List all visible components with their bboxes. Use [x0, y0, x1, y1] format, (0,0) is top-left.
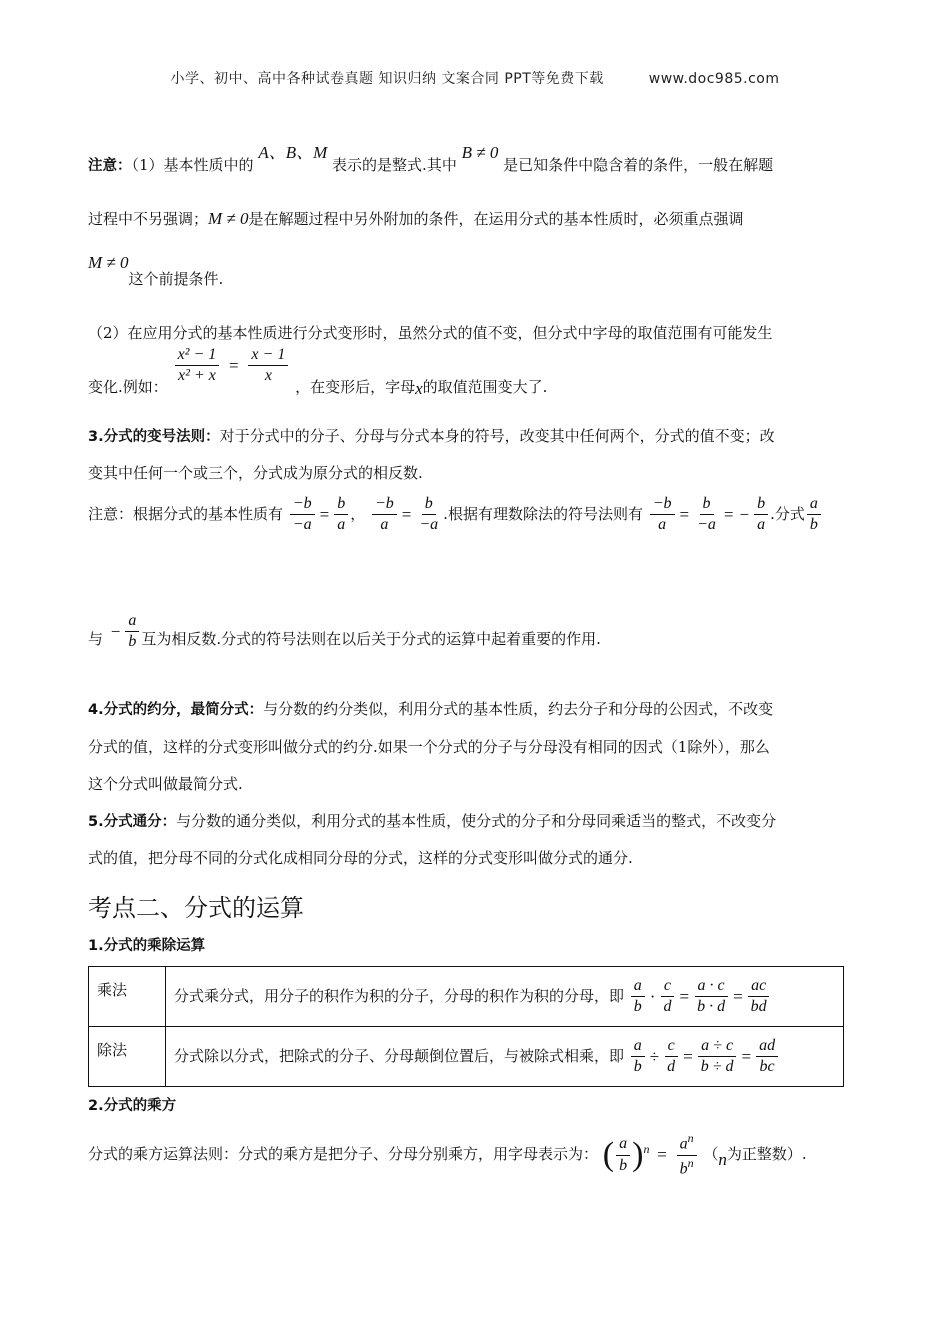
operations-table [88, 966, 844, 1087]
math-m-ne-0: M ≠ 0 [208, 209, 249, 228]
note1-line1 [88, 143, 866, 175]
fraction-b-over-neg-a: $\frac{b}{-a}$ [419, 495, 439, 534]
note1-text6: 这个前提条件. [128, 270, 224, 288]
rule4-text3: 这个分式叫做最简分式. [88, 775, 243, 793]
rule4-line2 [88, 736, 866, 757]
note1-line2 [88, 208, 866, 229]
rule3-note3: .分式 [770, 504, 805, 523]
rule3-line1 [88, 425, 866, 446]
rule3-note1: 注意：根据分式的基本性质有 [88, 504, 284, 523]
note2-line1 [88, 322, 866, 343]
power-rule-tail: 为正整数）. [726, 1145, 807, 1164]
sub-heading-2: 2.分式的乘方 [88, 1098, 177, 1114]
rule3-note4: 互为相反数.分式的符号法则在以后关于分式的运算中起着重要的作用. [141, 629, 601, 648]
rule5-line1 [88, 810, 866, 831]
math-x: x [415, 378, 423, 398]
math-n: n [718, 1150, 727, 1170]
note1-text: （1）基本性质中的 [131, 156, 254, 174]
frac-a-over-b-power: $\frac{a}{b}$ [616, 1135, 630, 1175]
fraction-b-over-neg-a-2: $\frac{b}{-a}$ [697, 495, 716, 534]
fraction-x-1-over-x: $\frac{x - 1}{x}$ [248, 346, 288, 386]
fraction-x2-1-over-x2-x: $\frac{\text{x² − 1}}{\text{x² + x}}$ [175, 346, 220, 386]
note1-text2: 表示的是整式.其中 [332, 156, 457, 174]
rule3-label: 3.分式的变号法则： [88, 429, 220, 445]
power-rule-text: 分式的乘方运算法则：分式的乘方是把分子、分母分别乘方，用字母表示为： [88, 1145, 599, 1164]
section-heading: 考点二、分式的运算 [88, 894, 304, 922]
rule4-label: 4.分式的约分，最简分式： [88, 702, 264, 718]
note1-line3 [88, 253, 866, 288]
rule5-line2 [88, 847, 866, 868]
rule3-line4: 与 − $\frac{a}{b}$ 互为相反数.分式的符号法则在以后关于分式的运算中起着重要的作用. [88, 612, 601, 651]
math-m-ne-0-b: M ≠ 0 [88, 253, 129, 272]
page-header [0, 68, 950, 88]
frac-an-over-bn: $\frac{a^n}{b^n}$ [677, 1132, 697, 1178]
math-b-ne-0: B ≠ 0 [461, 143, 499, 162]
rule3-text2: 变其中任何一个或三个，分式成为原分式的相反数. [88, 464, 423, 482]
frac-a-b: $\frac{a}{b}$ [631, 977, 645, 1017]
frac-result: $\frac{ac}{bd}$ [748, 977, 770, 1017]
header-text: 小学、初中、高中各种试卷真题 知识归纳 文案合同 PPT等免费下载 [170, 71, 604, 87]
rule4-text1: 与分数的约分类似，利用分式的基本性质，约去分子和分母的公因式，不改变 [263, 700, 774, 718]
note1-text3: 是已知条件中隐含着的条件，一般在解题 [503, 156, 774, 174]
note2-text3: ，在变形后，字母 [295, 377, 416, 396]
note1-text4: 过程中不另强调； [88, 210, 209, 228]
frac-c-d: $\frac{c}{d}$ [664, 1037, 678, 1077]
row-rule: 分式乘分式，用分子的积作为积的分子，分母的积作为积的分母，即 $\frac{a}{b}$ · $\frac{c}{d}$ = $\frac{a \cdot c}{b \cdot d}$ = $\frac{ac}{bd}$ [166, 967, 844, 1027]
fraction-b-over-a: $\frac{b}{a}$ [334, 495, 348, 535]
note1-text5: 是在解题过程中另外附加的条件，在运用分式的基本性质时，必须重点强调 [248, 210, 744, 228]
fraction-a-over-b: $\frac{a}{b}$ [807, 495, 821, 535]
frac-c-d: $\frac{c}{d}$ [660, 977, 674, 1017]
table-row [89, 967, 844, 1027]
rule5-text1: 与分数的通分类似，利用分式的基本性质，使分式的分子和分母同乘适当的整式，不改变分 [176, 812, 777, 830]
note2-text1: （2）在应用分式的基本性质进行分式变形时，虽然分式的值不变，但分式中字母的取值范围有可能发生 [88, 324, 773, 342]
rule3-note2: .根据有理数除法的符号法则有 [443, 504, 643, 523]
header-url[interactable]: www.doc985.com [648, 71, 780, 87]
rule5-text2: 式的值，把分母不同的分式化成相同分母的分式，这样的分式变形叫做分式的通分. [88, 849, 633, 867]
rule3-yu: 与 [88, 629, 104, 648]
rule3-text1: 对于分式中的分子、分母与分式本身的符号，改变其中任何两个，分式的值不变；改 [219, 427, 775, 445]
row-label: 除法 [89, 1027, 166, 1087]
frac-quotient: $\frac{a \div c}{b \div d}$ [698, 1037, 737, 1077]
fraction-neg-b-over-a: $\frac{-b}{a}$ [372, 495, 397, 535]
note2-text2: 变化.例如： [88, 377, 168, 396]
fraction-neg-b-over-neg-a: $\frac{-b}{-a}$ [290, 495, 315, 535]
frac-product: $\frac{a \cdot c}{b \cdot d}$ [694, 977, 728, 1017]
note-label: 注意： [88, 158, 132, 174]
sub-heading-1: 1.分式的乘除运算 [88, 938, 206, 954]
rule3-line2 [88, 462, 866, 483]
rule4-line1 [88, 698, 866, 719]
frac-result: $\frac{ad}{bc}$ [756, 1037, 778, 1077]
note2-text4: 的取值范围变大了. [422, 377, 548, 396]
frac-a-b: $\frac{a}{b}$ [631, 1037, 645, 1077]
fraction-a-over-b-neg: $\frac{a}{b}$ [125, 612, 139, 652]
row-label: 乘法 [89, 967, 166, 1027]
rule4-line3 [88, 773, 866, 794]
rule5-label: 5.分式通分： [88, 814, 177, 830]
power-rule-line: 分式的乘方运算法则：分式的乘方是把分子、分母分别乘方，用字母表示为： ( $\frac{a}{b}$ )$^n$ = $\frac{a^n}{b^n}$ （n为正整数）. [88, 1131, 807, 1178]
rule4-text2: 分式的值，这样的分式变形叫做分式的约分.如果一个分式的分子与分母没有相同的因式（1除外），那么 [88, 738, 770, 756]
rule3-line3: 注意：根据分式的基本性质有 $\frac{-b}{-a}$ = $\frac{b}{a}$ ， $\frac{-b}{a}$ = $\frac{b}{-a}$ .根据有理数除法的符号法则有 $\frac{-b}{a}$ = $\frac{b}{-a}$ = − $\frac{b}{a}$ .分式 $\frac{a}{b}$ [88, 495, 866, 535]
row-rule: 分式除以分式，把除式的分子、分母颠倒位置后，与被除式相乘，即 $\frac{a}{b}$ ÷ $\frac{c}{d}$ = $\frac{a \div c}{b \div d}$ = $\frac{ad}{bc}$ [166, 1027, 844, 1087]
math-abm: A、B、M [258, 143, 328, 162]
exp-n: n [643, 1142, 650, 1157]
fraction-b-over-a-2: $\frac{b}{a}$ [754, 495, 768, 535]
table-row [89, 1027, 844, 1087]
note2-line2: 变化.例如： $\frac{\text{x² − 1}}{\text{x² + x}}$ = $\frac{x - 1}{x}$ ，在变形后，字母x的取值范围变大了. [88, 346, 548, 398]
fraction-neg-b-over-a-2: $\frac{-b}{a}$ [650, 495, 675, 535]
